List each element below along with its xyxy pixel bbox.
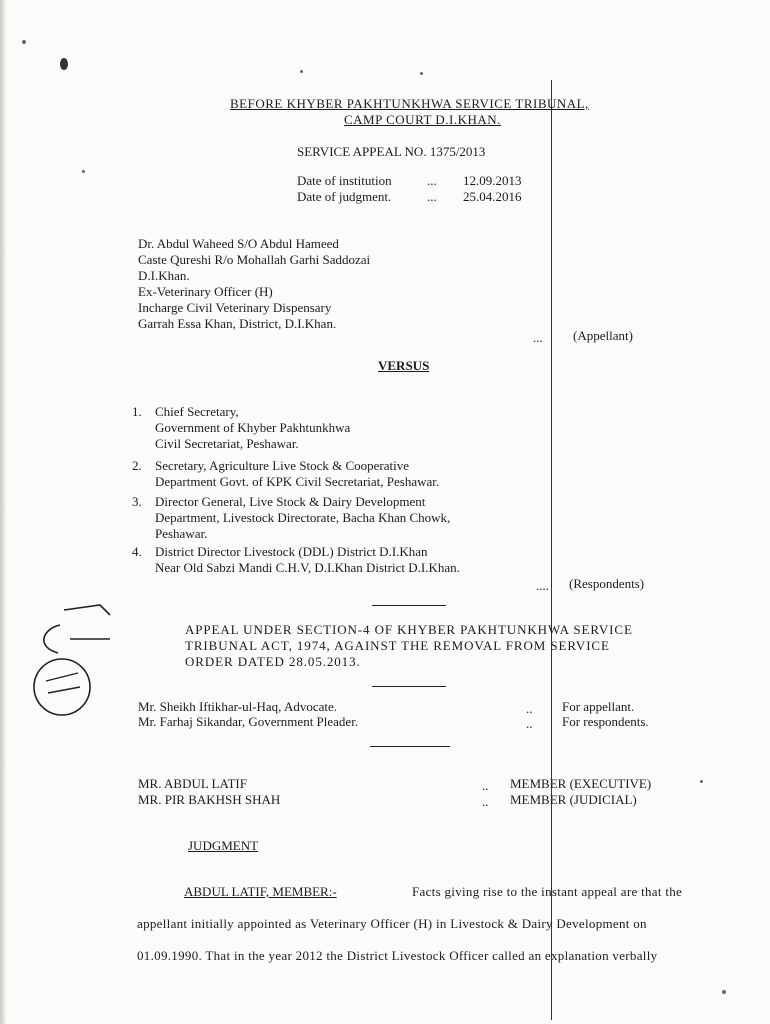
counsel-respondents-name: Mr. Farhaj Sikandar, Government Pleader. [138, 714, 359, 729]
judgment-line-1: Facts giving rise to the instant appeal are that the [412, 884, 683, 899]
camp-court-header: CAMP COURT D.I.KHAN. [344, 112, 501, 127]
appellant-line: Garrah Essa Khan, District, D.I.Khan. [138, 316, 337, 331]
respondent-number: 2. [132, 458, 142, 473]
respondent-text [155, 458, 439, 490]
counsel-appellant-role: For appellant. [562, 699, 635, 714]
counsel-respondents-role: For respondents. [562, 714, 649, 729]
respondent-text [155, 404, 350, 452]
service-appeal-number: SERVICE APPEAL NO. 1375/2013 [297, 144, 486, 159]
scan-speck [722, 990, 726, 994]
respondent-line: Government of Khyber Pakhtunkhwa [155, 420, 351, 435]
tribunal-header: BEFORE KHYBER PAKHTUNKHWA SERVICE TRIBUNAL, [230, 96, 589, 111]
divider [372, 686, 446, 687]
respondent-line: Department Govt. of KPK Civil Secretariat, Peshawar. [155, 474, 440, 489]
judgment-line-2: appellant initially appointed as Veterinary Officer (H) in Livestock & Dairy Development on [137, 916, 647, 931]
judgment-heading: JUDGMENT [188, 838, 259, 853]
respondent-line: Secretary, Agriculture Live Stock & Cooperative [155, 458, 410, 473]
appellant-dots: ... [533, 330, 543, 345]
judgment-speaker: ABDUL LATIF, MEMBER:- [184, 884, 337, 899]
counsel-appellant-name: Mr. Sheikh Iftikhar-ul-Haq, Advocate. [138, 699, 338, 714]
appellant-line: Ex-Veterinary Officer (H) [138, 284, 273, 299]
judgment-line-3: 01.09.1990. That in the year 2012 the District Livestock Officer called an explanation verbally [137, 948, 658, 963]
fold-line [551, 80, 552, 1020]
date-institution-sep: ... [427, 173, 437, 188]
respondents-dots: .... [536, 578, 549, 593]
bench-member-2-name: MR. PIR BAKHSH SHAH [138, 792, 281, 807]
respondent-line: Peshawar. [155, 526, 208, 541]
scan-speck [420, 72, 423, 75]
versus-heading: VERSUS [378, 358, 430, 373]
bench-member-2-role: MEMBER (JUDICIAL) [510, 792, 637, 807]
respondent-number: 1. [132, 404, 142, 419]
appellant-role: (Appellant) [573, 328, 633, 343]
scan-blot [60, 58, 68, 70]
appellant-line: Dr. Abdul Waheed S/O Abdul Hameed [138, 236, 339, 251]
appellant-line: Caste Qureshi R/o Mohallah Garhi Saddozai [138, 252, 371, 267]
bench-member-1-role: MEMBER (EXECUTIVE) [510, 776, 652, 791]
divider [372, 605, 446, 606]
appeal-subject-line: TRIBUNAL ACT, 1974, AGAINST THE REMOVAL FROM SERVICE [185, 638, 610, 653]
scan-speck [82, 170, 85, 173]
respondent-number: 3. [132, 494, 142, 509]
counsel-respondents-sep: .. [526, 716, 533, 731]
scan-speck [300, 70, 303, 73]
respondent-text [155, 494, 450, 542]
appeal-subject-line: APPEAL UNDER SECTION-4 OF KHYBER PAKHTUNKHWA SERVICE [185, 622, 633, 637]
respondent-line: Director General, Live Stock & Dairy Development [155, 494, 426, 509]
respondent-text [155, 544, 460, 576]
appellant-block [138, 236, 370, 332]
bench-member-2-sep: .. [482, 794, 489, 809]
respondent-number: 4. [132, 544, 142, 559]
margin-annotation-icon [28, 595, 118, 725]
bench-member-1-name: MR. ABDUL LATIF [138, 776, 247, 791]
counsel-appellant-sep: .. [526, 701, 533, 716]
appeal-subject [185, 622, 633, 670]
date-judgment-label: Date of judgment. [297, 189, 392, 204]
scan-speck [22, 40, 26, 44]
respondent-line: District Director Livestock (DDL) District D.I.Khan [155, 544, 428, 559]
respondent-line: Near Old Sabzi Mandi C.H.V, D.I.Khan District D.I.Khan. [155, 560, 460, 575]
respondent-line: Department, Livestock Directorate, Bacha Khan Chowk, [155, 510, 451, 525]
respondent-line: Chief Secretary, [155, 404, 239, 419]
divider [370, 746, 450, 747]
date-judgment-value: 25.04.2016 [463, 189, 522, 204]
date-institution-value: 12.09.2013 [463, 173, 522, 188]
scan-speck [700, 780, 703, 783]
respondent-line: Civil Secretariat, Peshawar. [155, 436, 299, 451]
date-judgment-sep: ... [427, 189, 437, 204]
date-institution-label: Date of institution [297, 173, 392, 188]
appellant-line: Incharge Civil Veterinary Dispensary [138, 300, 332, 315]
appeal-subject-line: ORDER DATED 28.05.2013. [185, 654, 361, 669]
scan-left-edge [0, 0, 6, 1024]
appellant-line: D.I.Khan. [138, 268, 190, 283]
bench-member-1-sep: .. [482, 778, 489, 793]
respondents-role: (Respondents) [569, 576, 645, 591]
